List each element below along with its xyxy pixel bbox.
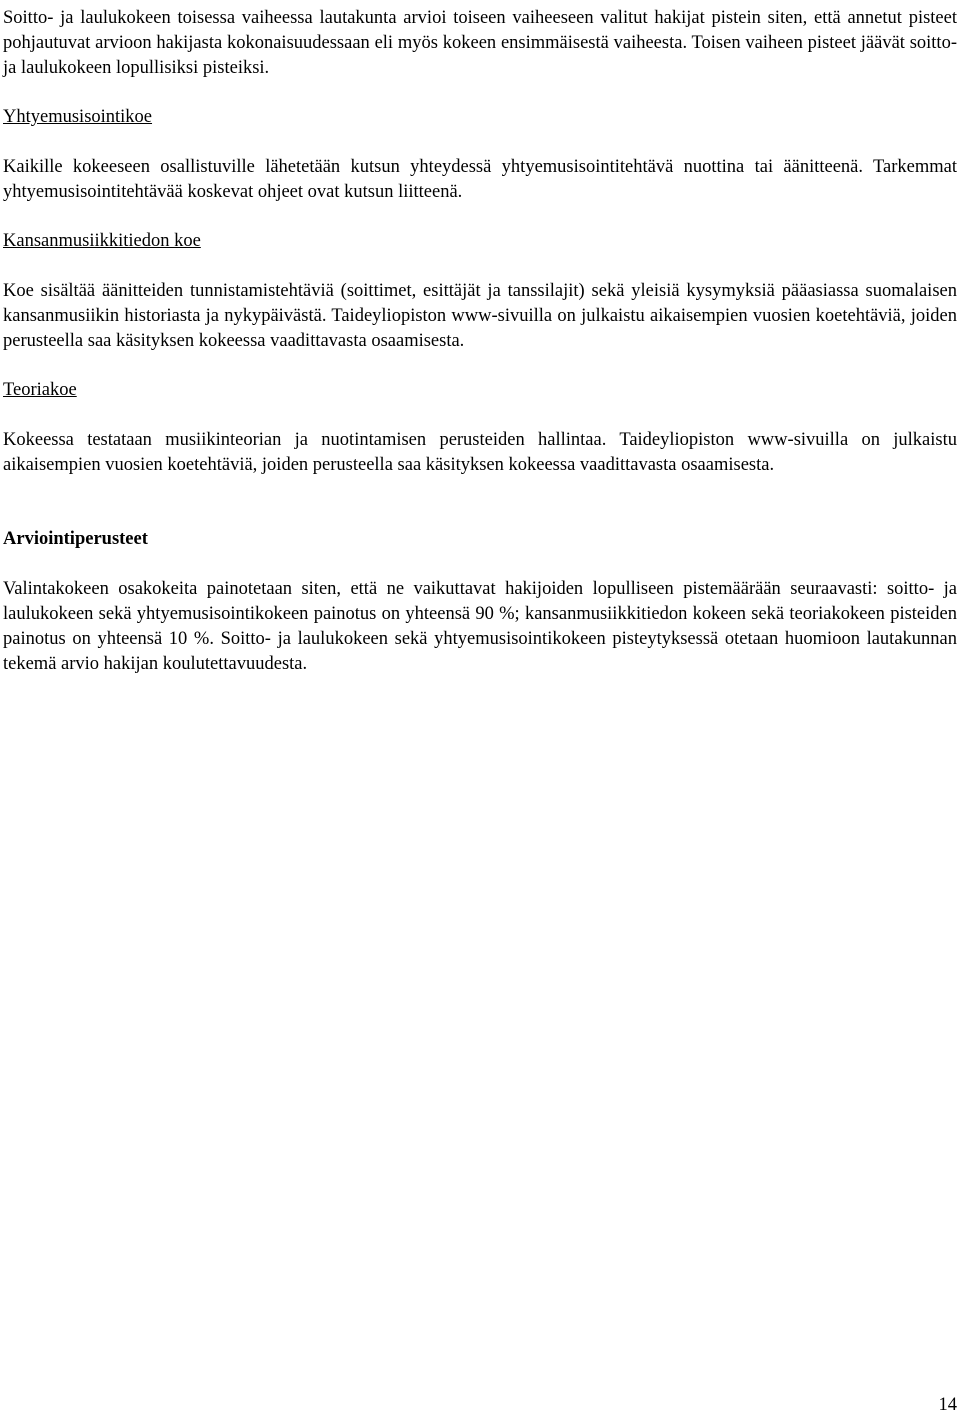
- heading-teoriakoe: Teoriakoe: [3, 380, 77, 400]
- page-number: 14: [938, 1395, 957, 1415]
- paragraph-arviointiperusteet: Valintakokeen osakokeita painotetaan siten, että ne vaikuttavat hakijoiden lopulliseen pistemäärään seuraavasti: soitto- ja laulukokeen sekä yhtyemusisointikokeen painotus on yhteensä 90 %; kansanmusiikkitiedon kokeen sekä teoriakokeen pisteiden painotus on yhteensä 10 %. Soitto- ja laulukokeen sekä yhtyemusisointikokeen pisteytyksessä otetaan huomioon lautakunnan tekemä arvio hakijan koulutettavuudesta.: [3, 579, 957, 674]
- paragraph-kansanmusiikkitiedon-koe: Koe sisältää äänitteiden tunnistamistehtäviä (soittimet, esittäjät ja tanssilajit) sekä yleisiä kysymyksiä pääasiassa suomalaisen kansanmusiikin historiasta ja nykypäivästä. Taideyliopiston www-sivuilla on julkaistu aikaisempien vuosien koetehtäviä, joiden perusteella saa käsityksen kokeessa vaadittavasta osaamisesta.: [3, 281, 957, 351]
- paragraph-yhtyemusisointikoe: Kaikille kokeeseen osallistuville lähetetään kutsun yhteydessä yhtyemusisointitehtävä nuottina tai äänitteenä. Tarkemmat yhtyemusisointitehtävää koskevat ohjeet ovat kutsun liitteenä.: [3, 157, 957, 202]
- heading-kansanmusiikkitiedon-koe: Kansanmusiikkitiedon koe: [3, 231, 201, 251]
- heading-yhtyemusisointikoe: Yhtyemusisointikoe: [3, 107, 153, 127]
- heading-arviointiperusteet: Arviointiperusteet: [3, 529, 148, 549]
- paragraph-teoriakoe: Kokeessa testataan musiikinteorian ja nuotintamisen perusteiden hallintaa. Taideyliopiston www-sivuilla on julkaistu aikaisempien vuosien koetehtäviä, joiden perusteella saa käsityksen kokeessa vaadittavasta osaamisesta.: [3, 430, 957, 475]
- intro-paragraph: Soitto- ja laulukokeen toisessa vaiheessa lautakunta arvioi toiseen vaiheeseen valitut hakijat pistein siten, että annetut pisteet pohjautuvat arvioon hakijasta kokonaisuudessaan eli myös kokeen ensimmäisestä vaiheesta. Toisen vaiheen pisteet jäävät soitto- ja laulukokeen lopullisiksi pisteiksi.: [3, 8, 957, 78]
- document-page: [3, 0, 957, 677]
